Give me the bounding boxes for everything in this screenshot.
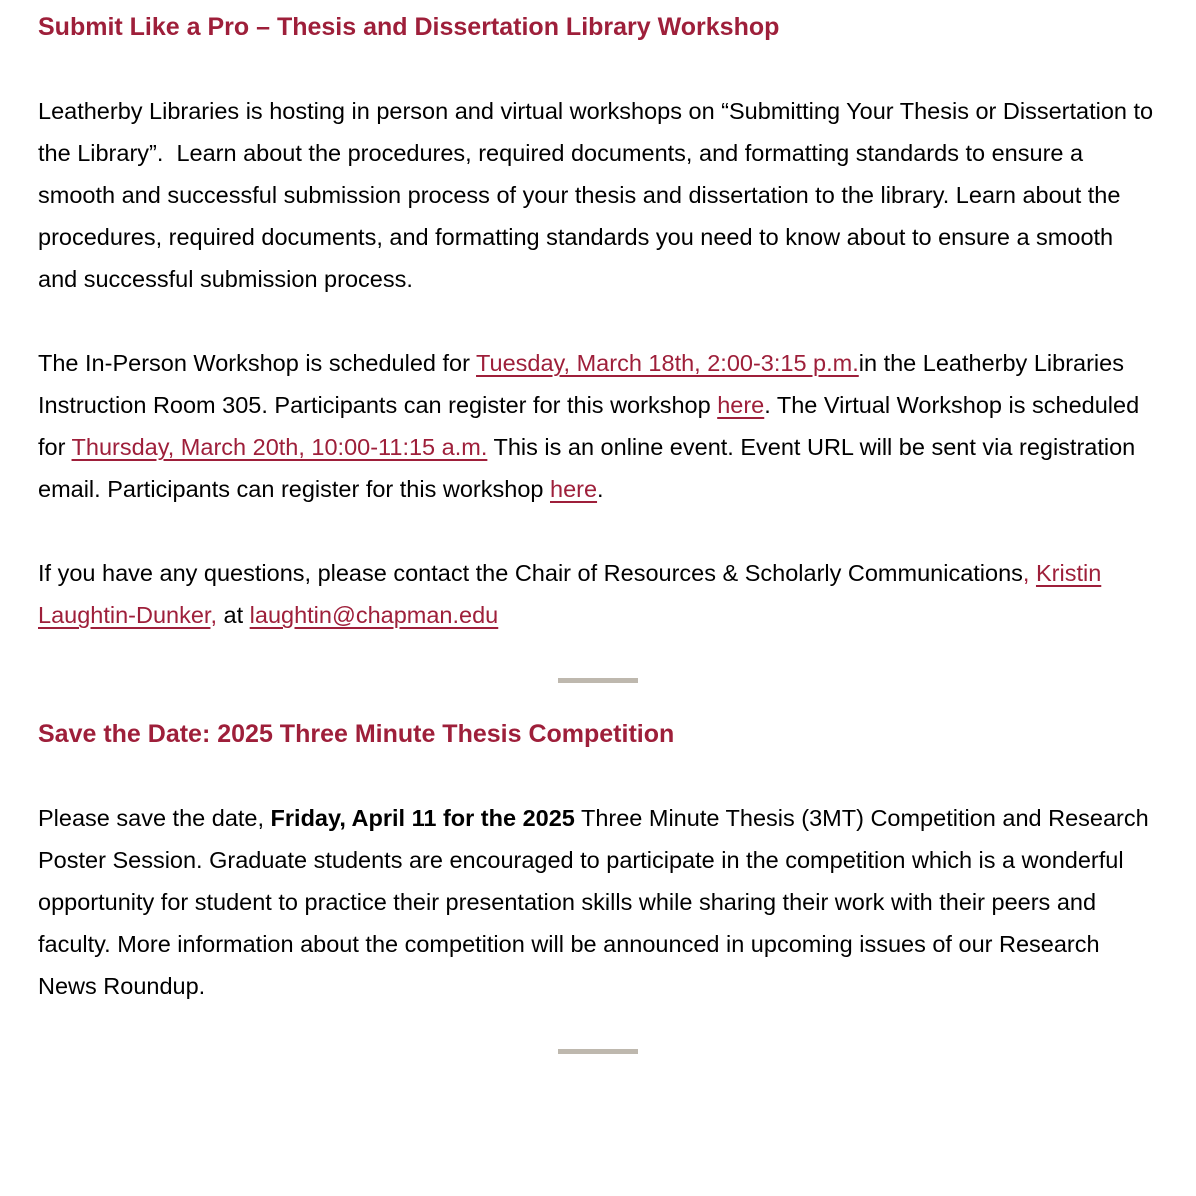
- text-run: This is an online event. Event URL will be sent via registration email. Participants can register for this workshop: [38, 434, 1136, 502]
- text-run: .: [597, 476, 604, 502]
- inperson-datetime-link[interactable]: Tuesday, March 18th, 2:00-3:15 p.m.: [476, 350, 859, 376]
- contact-name-link[interactable]: Kristin Laughtin-Dunker: [38, 560, 1102, 628]
- text-run: . The Virtual Workshop is scheduled for: [38, 392, 1140, 460]
- workshop-schedule-paragraph: [38, 342, 1158, 510]
- three-mt-heading: Save the Date: 2025 Three Minute Thesis Competition: [38, 720, 675, 748]
- text-run: The In-Person Workshop is scheduled for: [38, 350, 477, 376]
- section-divider: [558, 678, 638, 683]
- virtual-datetime-link[interactable]: Thursday, March 20th, 10:00-11:15 a.m.: [71, 434, 488, 460]
- text-run: Please save the date,: [38, 805, 271, 831]
- accent-comma: ,: [210, 602, 217, 628]
- bold-date-text: Friday, April 11 for the 2025: [270, 805, 575, 831]
- text-run: If you have any questions, please contact the Chair of Resources & Scholarly Communications: [38, 560, 1023, 586]
- contact-email-link[interactable]: laughtin@chapman.edu: [249, 602, 499, 628]
- accent-comma: ,: [1022, 560, 1036, 586]
- workshop-heading: Submit Like a Pro – Thesis and Dissertation Library Workshop: [38, 13, 780, 41]
- section-divider: [558, 1049, 638, 1054]
- text-run: in the Leatherby Libraries Instruction Room 305. Participants can register for this workshop: [38, 350, 1124, 418]
- three-mt-paragraph: [38, 797, 1158, 1007]
- register-virtual-link[interactable]: here: [550, 476, 598, 502]
- workshop-intro-paragraph: [38, 90, 1158, 300]
- register-inperson-link[interactable]: here: [717, 392, 765, 418]
- contact-paragraph: [38, 552, 1158, 636]
- text-run: Three Minute Thesis (3MT) Competition and Research Poster Session. Graduate students are encouraged to participate in the competition which is a wonderful opportunity for student to practice their presentation skills while sharing their work with their peers and faculty. More information about the competition will be announced in upcoming issues of our Research News Roundup.: [38, 805, 1149, 999]
- text-run: at: [216, 602, 250, 628]
- text-run: Leatherby Libraries is hosting in person and virtual workshops on “Submitting Your Thesis or Dissertation to the Library”. Learn about the procedures, required documents, and formatting standards to ensure a smooth and successful submission process of your thesis and dissertation to the library. Learn about the procedures, required documents, and formatting standards you need to know about to ensure a smooth and successful submission process.: [38, 98, 1154, 292]
